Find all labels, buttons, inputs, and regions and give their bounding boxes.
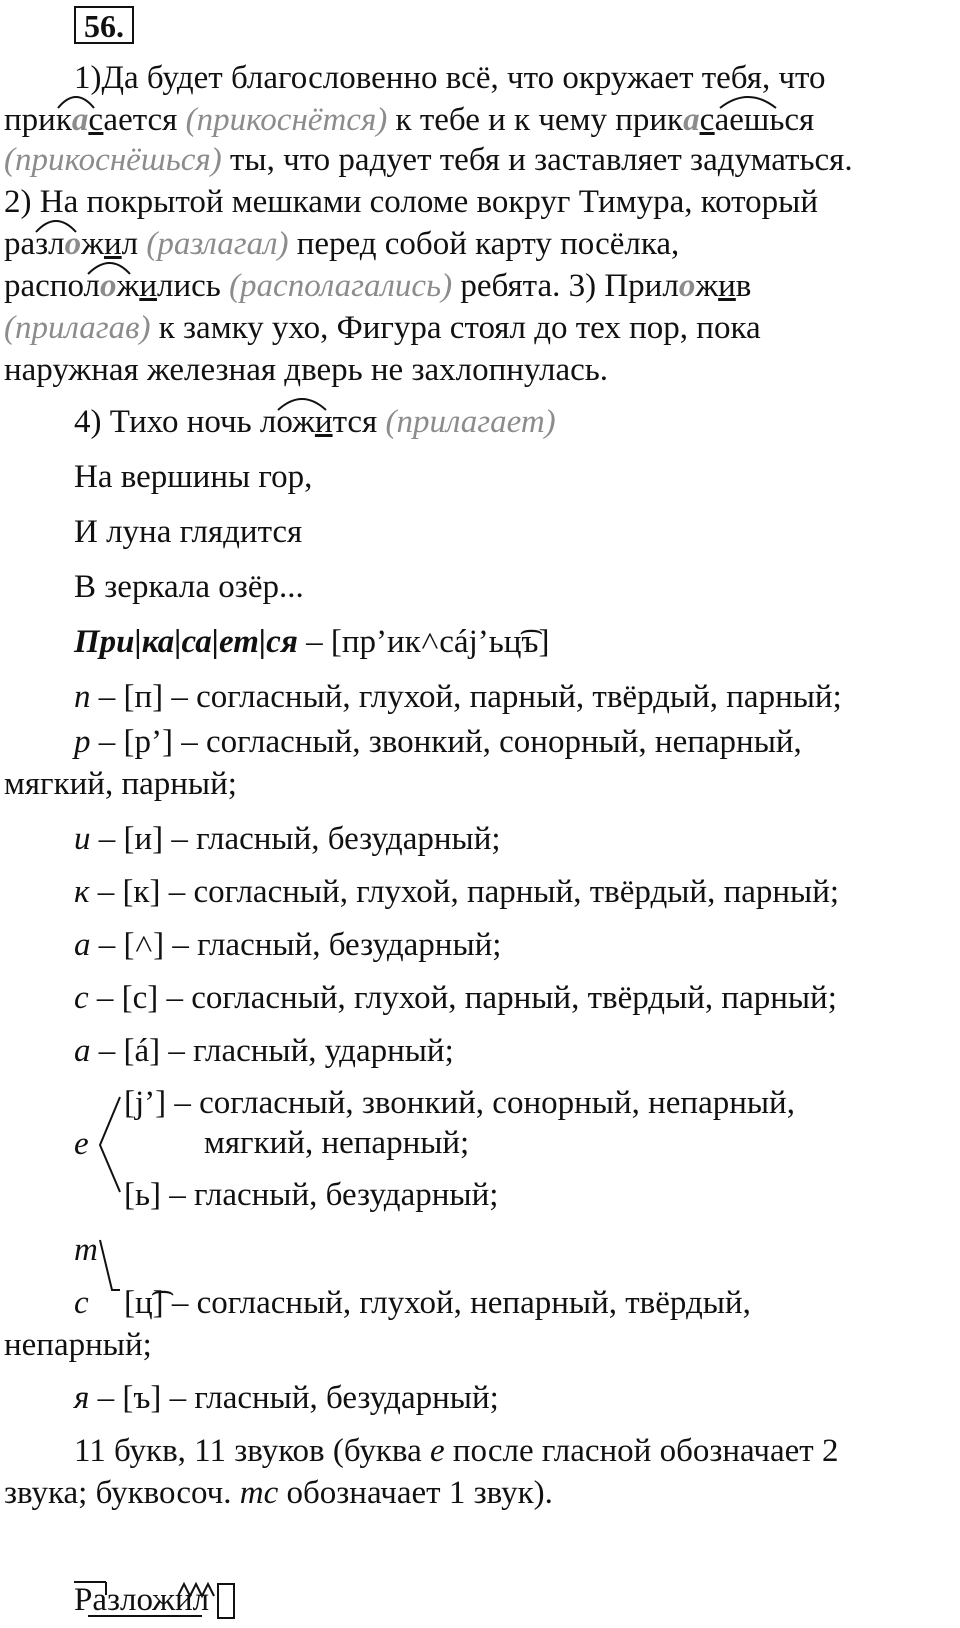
parse-description: мягкий, непарный; <box>204 1125 470 1161</box>
parse-letter: р <box>74 724 91 760</box>
parse-description: – [ъ] – гласный, безударный; <box>89 1380 499 1416</box>
underlined-letter: и <box>139 268 157 304</box>
parse-description: – [˄] – гласный, безударный; <box>90 927 502 963</box>
root-arc-mark <box>88 263 130 274</box>
parse-description: – [с] – согласный, глухой, парный, твёрдый, парный; <box>88 980 837 1016</box>
text-segment: ж <box>116 268 140 304</box>
gray-note: (располагались) <box>229 268 453 304</box>
text-segment: ается <box>103 102 186 138</box>
stressed-vowel: о <box>64 226 82 262</box>
parse-letter: а <box>74 927 91 963</box>
parse-letter: п <box>74 679 91 715</box>
text-segment: 4) Тихо ночь л <box>74 404 277 440</box>
text-segment: ж <box>81 226 104 262</box>
merge-bracket-mark <box>100 1240 120 1290</box>
text-segment: л <box>121 226 147 262</box>
root-arc-mark <box>278 399 326 410</box>
stressed-vowel: о <box>678 268 696 304</box>
text-segment: И луна глядится <box>74 514 303 550</box>
text-segment: аешься <box>714 102 815 138</box>
ending-box-mark <box>218 1584 234 1618</box>
text-segment: 11 букв, 11 звуков (буква <box>74 1433 430 1469</box>
parse-letter: а <box>74 1033 91 1069</box>
parse-letter: и <box>74 821 91 857</box>
text-segment: звука; буквосоч. <box>4 1475 240 1511</box>
parse-letter: я <box>74 1380 90 1416</box>
parsed-word: При|ка|са|ет|ся <box>74 624 298 660</box>
text-segment: обозначает 1 звук). <box>278 1475 553 1511</box>
stressed-vowel: а <box>683 102 700 138</box>
parse-description: мягкий, парный; <box>4 766 237 802</box>
parse-letter: с <box>74 980 89 1016</box>
text-segment: распол <box>4 268 100 304</box>
parse-description: [ь] – гласный, безударный; <box>124 1177 499 1213</box>
underlined-letter: с <box>88 102 104 138</box>
parse-letter: т <box>74 1232 98 1268</box>
parse-letter: к <box>74 874 90 910</box>
parse-description: [j’] – согласный, звонкий, сонорный, непарный, <box>124 1085 795 1121</box>
text-segment: разл <box>4 226 65 262</box>
exercise-number-value: 56 <box>84 8 116 44</box>
parse-description: [ц͡] – согласный, глухой, непарный, твёрдый, <box>124 1285 751 1321</box>
text-segment: ж <box>695 268 719 304</box>
text-segment: в <box>735 268 752 304</box>
gray-note: (прилагает) <box>385 404 556 440</box>
text-segment: ребята. 3) Прил <box>452 268 679 304</box>
underlined-letter: и <box>718 268 736 304</box>
text-segment: тс <box>239 1475 279 1511</box>
stressed-vowel: о <box>100 268 117 304</box>
transcription: – [пр’ик˄сáj’ьц͡ъ] <box>297 624 550 660</box>
text-segment: лись <box>156 268 230 304</box>
text-segment: 2) На покрытой мешками соломе вокруг Тимура, который <box>4 184 818 220</box>
root-arc-mark <box>720 97 776 108</box>
exercise-number: 56. <box>74 6 134 44</box>
gray-note: (прикоснётся) <box>185 102 388 138</box>
root-arc-mark <box>58 97 94 108</box>
parse-description: – [к] – согласный, глухой, парный, твёрдый, парный; <box>89 874 840 910</box>
text-segment: 1)Да будет благословенно всё, что окружает тебя, что <box>74 60 826 96</box>
root-arc-mark <box>36 221 76 232</box>
gray-note: (разлагал) <box>146 226 289 262</box>
parse-description: – [п] – согласный, глухой, парный, твёрдый, парный; <box>90 679 842 715</box>
suffix-mark <box>178 1584 214 1596</box>
gray-note: (прилагав) <box>4 310 151 346</box>
text-segment: прик <box>4 102 72 138</box>
text-segment: В зеркала озёр... <box>74 569 304 605</box>
underlined-letter: и <box>314 404 333 440</box>
text-segment: к замку ухо, Фигура стоял до тех пор, пока <box>150 310 761 346</box>
underlined-letter: с <box>699 102 715 138</box>
text-segment: перед собой карту посёлка, <box>288 226 680 262</box>
gray-note: (прикоснёшься) <box>4 142 222 178</box>
text-segment: На вершины гор, <box>74 459 313 495</box>
text-segment: наружная железная дверь не захлопнулась. <box>4 352 609 388</box>
text-segment: тся <box>332 404 386 440</box>
parse-description: – [и] – гласный, безударный; <box>90 821 501 857</box>
morpheme-word-text: Разложил <box>74 1582 210 1618</box>
parse-letter: с <box>74 1285 89 1321</box>
text-segment: ж <box>292 404 315 440</box>
text-segment: ты, что радует тебя и заставляет задуматься. <box>221 142 853 178</box>
underlined-letter: и <box>103 226 122 262</box>
text-segment: к тебе и к чему прик <box>387 102 684 138</box>
branch-bracket-mark <box>100 1097 120 1192</box>
text-segment: после гласной обозначает 2 <box>444 1433 839 1469</box>
parse-description: – [р’] – согласный, звонкий, сонорный, непарный, <box>90 724 802 760</box>
text-segment: о <box>276 404 293 440</box>
stressed-vowel: а <box>71 102 89 138</box>
parse-description: непарный; <box>4 1327 152 1363</box>
text-segment: е <box>429 1433 445 1469</box>
parse-description: – [á] – гласный, ударный; <box>90 1033 454 1069</box>
parse-letter: е <box>74 1126 89 1162</box>
